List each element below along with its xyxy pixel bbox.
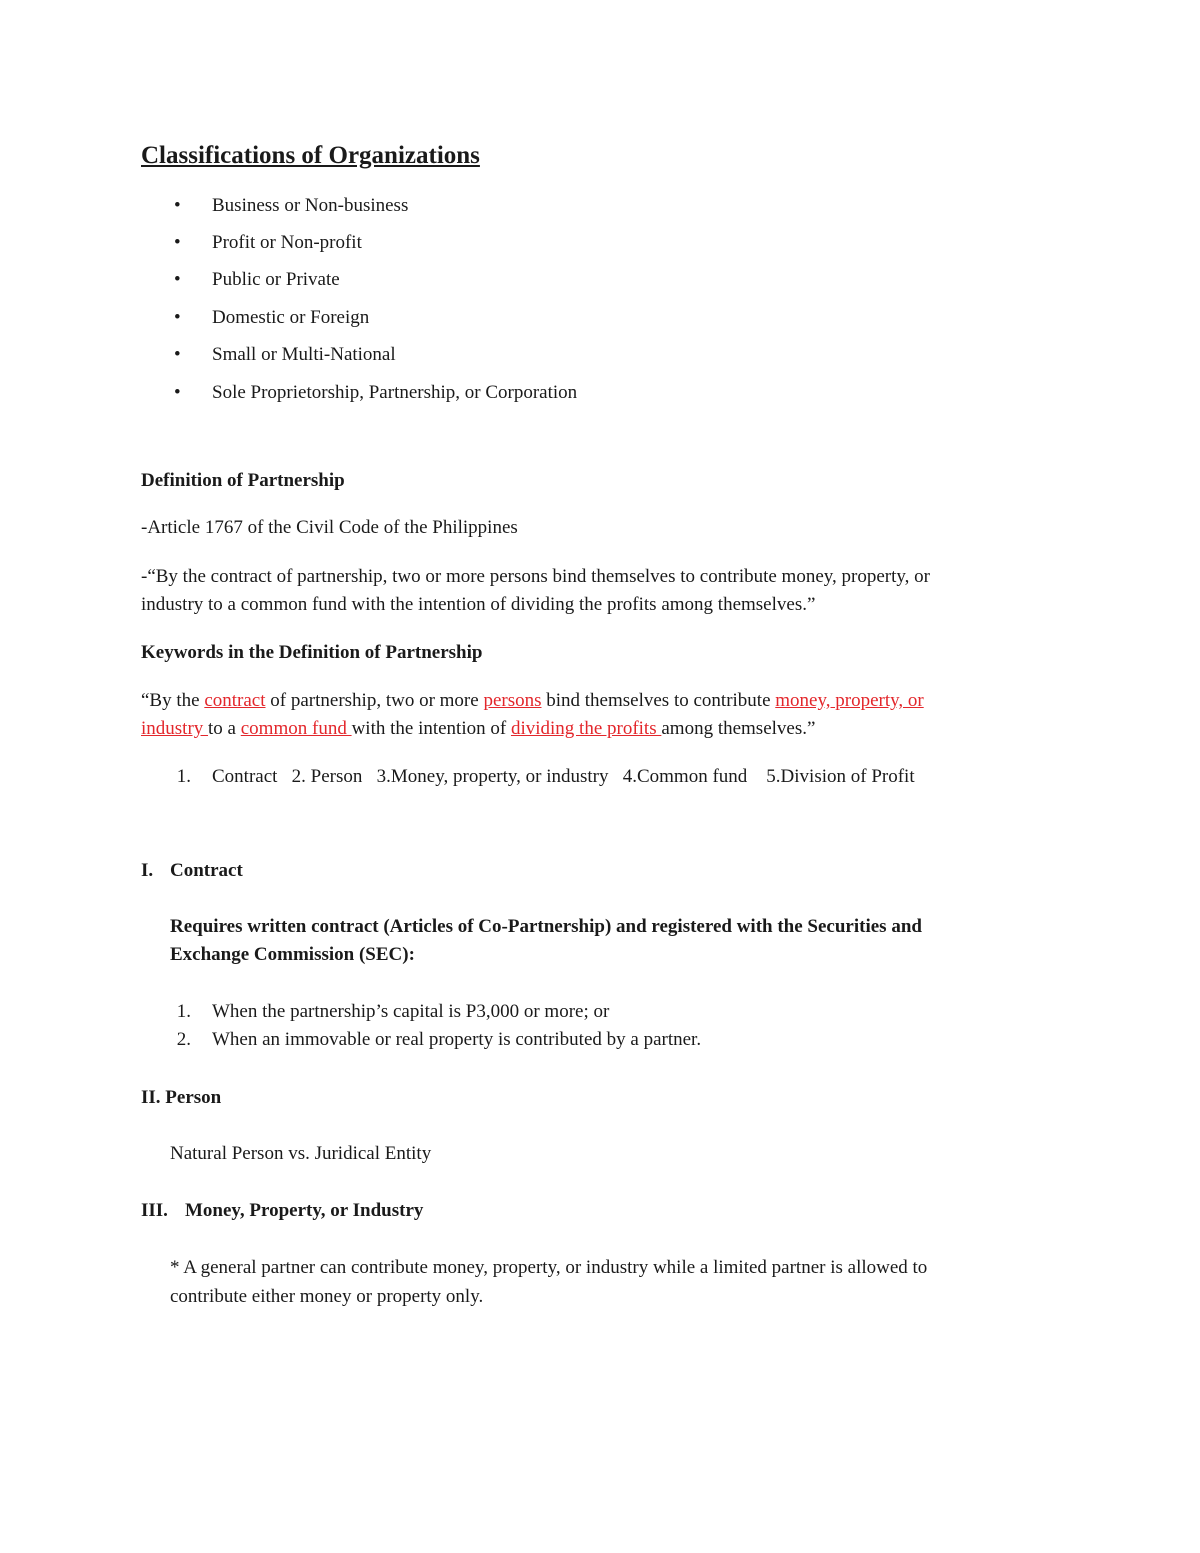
bullet-icon: • <box>174 344 181 365</box>
list-item-text: Domestic or Foreign <box>212 307 370 328</box>
list-number: 1. <box>176 1001 191 1022</box>
quote-segment: “By the <box>141 690 205 711</box>
bullet-icon: • <box>174 269 181 290</box>
definition-heading: Definition of Partnership <box>141 470 345 491</box>
keywords-heading: Keywords in the Definition of Partnership <box>141 642 483 663</box>
bullet-icon: • <box>174 382 181 403</box>
keywords-quote-line2 <box>141 715 815 743</box>
quote-segment: of partnership, two or more <box>265 690 484 711</box>
keyword-highlight: contract <box>204 690 266 711</box>
money-note-line1: * A general partner can contribute money, property, or industry while a limited partner is allowed to <box>170 1257 928 1278</box>
quote-segment: with the intention of <box>351 718 511 739</box>
list-number: 1. <box>176 766 191 787</box>
section-numeral: I. <box>141 860 154 881</box>
quote-segment: among themselves.” <box>661 718 816 739</box>
section-heading-person: II. Person <box>141 1087 222 1108</box>
bullet-icon: • <box>174 307 181 328</box>
list-item-text: Business or Non-business <box>212 195 409 216</box>
bullet-icon: • <box>174 232 181 253</box>
keyword-highlight: dividing the profits <box>510 718 662 739</box>
quote-segment: bind themselves to contribute <box>541 690 776 711</box>
list-item-text: When an immovable or real property is contributed by a partner. <box>212 1029 702 1050</box>
bullet-icon: • <box>174 195 181 216</box>
section-heading-contract: Contract <box>170 860 243 881</box>
keyword-highlight: persons <box>483 690 542 711</box>
keyword-highlight: money, property, or <box>775 690 924 711</box>
person-text: Natural Person vs. Juridical Entity <box>170 1143 432 1164</box>
list-item-text: Small or Multi-National <box>212 344 396 365</box>
list-item-text: Public or Private <box>212 269 340 290</box>
money-note-line2: contribute either money or property only. <box>170 1286 484 1307</box>
definition-quote-line2: industry to a common fund with the intention of dividing the profits among themselves.” <box>141 594 816 615</box>
doc-title: Classifications of Organizations <box>141 142 480 169</box>
quote-segment: to a <box>208 718 241 739</box>
contract-requirement-line1: Requires written contract (Articles of Co-Partnership) and registered with the Securities and <box>170 916 922 937</box>
article-reference: -Article 1767 of the Civil Code of the Philippines <box>141 517 518 538</box>
section-numeral: III. <box>141 1200 168 1221</box>
keywords-list-text: Contract 2. Person 3.Money, property, or industry 4.Common fund 5.Division of Profit <box>212 766 915 787</box>
section-heading-money: Money, Property, or Industry <box>185 1200 424 1221</box>
keywords-quote-line1 <box>141 687 924 715</box>
list-item-text: Profit or Non-profit <box>212 232 362 253</box>
list-number: 2. <box>176 1029 191 1050</box>
list-item-text: Sole Proprietorship, Partnership, or Corporation <box>212 382 578 403</box>
definition-quote-line1: -“By the contract of partnership, two or more persons bind themselves to contribute money, property, or <box>141 566 930 587</box>
keyword-highlight: common fund <box>240 718 352 739</box>
keyword-highlight: industry <box>141 718 209 739</box>
contract-requirement-line2: Exchange Commission (SEC): <box>170 944 415 965</box>
list-item-text: When the partnership’s capital is P3,000 or more; or <box>212 1001 610 1022</box>
